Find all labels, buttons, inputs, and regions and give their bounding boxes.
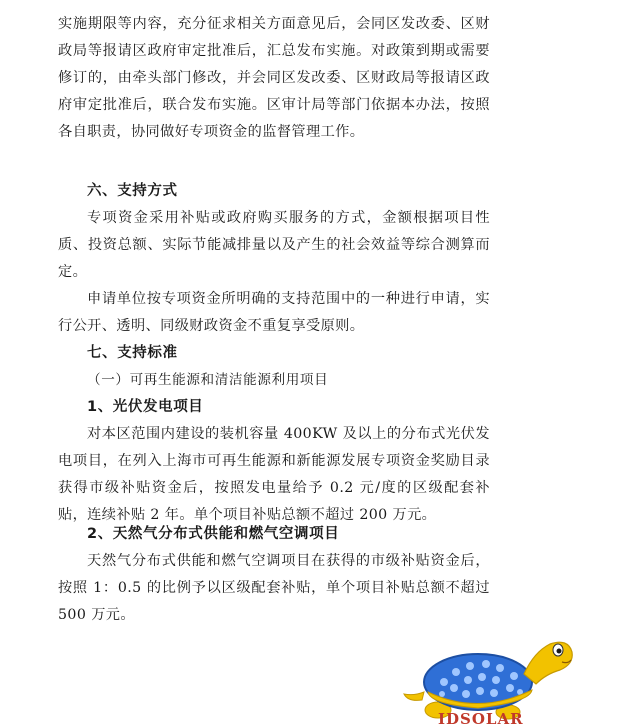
turtle-tail	[404, 692, 424, 700]
section-7-subheading: （一）可再生能源和清洁能源利用项目	[87, 372, 329, 388]
item-1-heading: 1、光伏发电项目	[87, 399, 204, 415]
section-6-paragraph-2: 申请单位按专项资金所明确的支持范围中的一种进行申请，实行公开、透明、同级财政资金不重复享受原则。	[58, 291, 490, 334]
item-2-heading: 2、天然气分布式供能和燃气空调项目	[87, 526, 340, 542]
item-1-paragraph: 对本区范围内建设的装机容量 400KW 及以上的分布式光伏发电项目，在列入上海市可再生能源和新能源发展专项资金奖励目录获得市级补贴资金后，按照发电量给予 0.2 元/度的区级配套补贴，连续补贴 2 年。单个项目补贴总额不超过 200 万元。	[58, 426, 490, 523]
section-6-heading: 六、支持方式	[87, 183, 178, 199]
continuation-paragraph: 实施期限等内容，充分征求相关方面意见后，会同区发改委、区财政局等报请区政府审定批准后，汇总发布实施。对政策到期或需要修订的，由牵头部门修改，并会同区发改委、区财政局等报请区政府审定批准后，联合发布实施。区审计局等部门依据本办法，按照各自职责，协同做好专项资金的监督管理工作。	[58, 16, 490, 140]
section-6-paragraph-1: 专项资金采用补贴或政府购买服务的方式，金额根据项目性质、投资总额、实际节能减排量以及产生的社会效益等综合测算而定。	[58, 210, 490, 280]
section-7-heading: 七、支持标准	[87, 345, 178, 361]
turtle-pupil	[557, 649, 562, 654]
logo-text: IDSOLAR	[438, 710, 524, 728]
item-2-paragraph: 天然气分布式供能和燃气空调项目在获得的市级补贴资金后，按照 1：0.5 的比例予以区级配套补贴，单个项目补贴总额不超过 500 万元。	[58, 553, 490, 623]
